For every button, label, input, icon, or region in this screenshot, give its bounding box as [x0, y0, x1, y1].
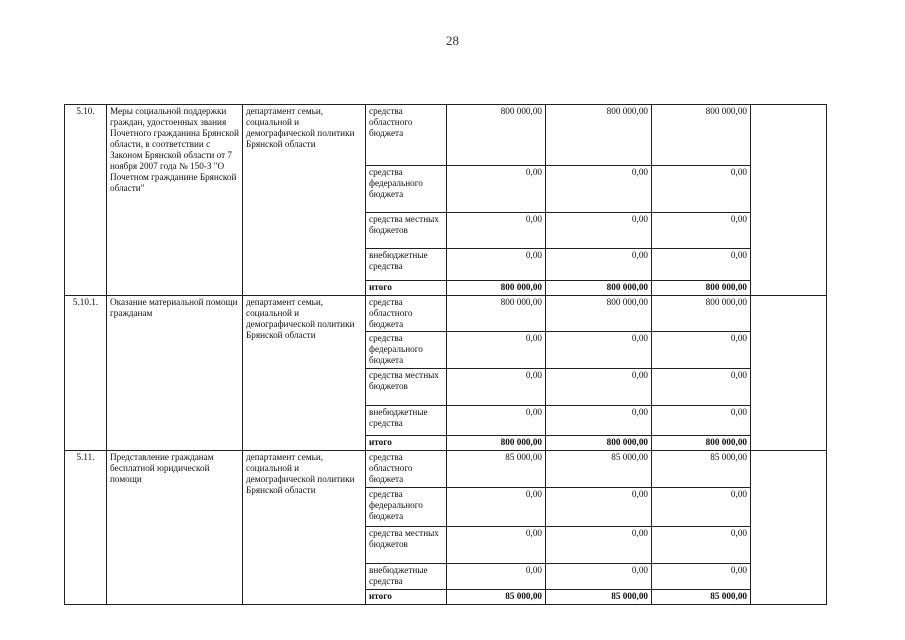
amount-cell: 0,00 — [546, 213, 652, 249]
amount-cell: 800 000,00 — [546, 296, 652, 332]
amount-cell: 0,00 — [447, 564, 546, 590]
total-amount: 85 000,00 — [546, 590, 652, 605]
total-amount: 800 000,00 — [546, 281, 652, 296]
amount-cell: 0,00 — [447, 332, 546, 369]
amount-cell: 85 000,00 — [546, 451, 652, 488]
funding-source: средства местных бюджетов — [366, 213, 447, 249]
amount-cell: 0,00 — [652, 166, 751, 213]
amount-cell: 800 000,00 — [652, 105, 751, 166]
total-amount: 800 000,00 — [652, 436, 751, 451]
funding-source: внебюджетные средства — [366, 249, 447, 281]
amount-cell: 0,00 — [447, 527, 546, 564]
amount-cell: 0,00 — [652, 488, 751, 527]
amount-cell: 0,00 — [447, 249, 546, 281]
amount-cell: 0,00 — [447, 488, 546, 527]
empty-cell — [751, 105, 827, 296]
total-amount: 85 000,00 — [652, 590, 751, 605]
amount-cell: 85 000,00 — [447, 451, 546, 488]
total-label: итого — [366, 281, 447, 296]
amount-cell: 800 000,00 — [447, 296, 546, 332]
amount-cell: 0,00 — [652, 213, 751, 249]
funding-source: средства местных бюджетов — [366, 369, 447, 406]
amount-cell: 0,00 — [546, 488, 652, 527]
total-amount: 800 000,00 — [652, 281, 751, 296]
executor: департамент семьи, социальной и демографической политики Брянской области — [243, 296, 366, 451]
amount-cell: 0,00 — [447, 369, 546, 406]
budget-table — [64, 104, 827, 605]
funding-source: внебюджетные средства — [366, 406, 447, 436]
page-number: 28 — [446, 33, 459, 48]
section-code: 5.10. — [65, 105, 107, 296]
table-row — [65, 105, 827, 166]
total-label: итого — [366, 590, 447, 605]
empty-cell — [751, 451, 827, 605]
funding-source: средства областного бюджета — [366, 296, 447, 332]
amount-cell: 0,00 — [652, 527, 751, 564]
amount-cell: 0,00 — [652, 406, 751, 436]
total-amount: 800 000,00 — [447, 281, 546, 296]
empty-cell — [751, 296, 827, 451]
amount-cell: 0,00 — [652, 564, 751, 590]
amount-cell: 0,00 — [447, 406, 546, 436]
table-row — [65, 451, 827, 488]
total-amount: 800 000,00 — [546, 436, 652, 451]
amount-cell: 0,00 — [546, 369, 652, 406]
funding-source: средства федерального бюджета — [366, 166, 447, 213]
measure-name: Представление гражданам бесплатной юридической помощи — [107, 451, 243, 605]
amount-cell: 0,00 — [546, 406, 652, 436]
amount-cell: 800 000,00 — [447, 105, 546, 166]
funding-source: внебюджетные средства — [366, 564, 447, 590]
executor: департамент семьи, социальной и демографической политики Брянской области — [243, 105, 366, 296]
amount-cell: 0,00 — [652, 332, 751, 369]
section-code: 5.10.1. — [65, 296, 107, 451]
amount-cell: 800 000,00 — [652, 296, 751, 332]
amount-cell: 0,00 — [546, 166, 652, 213]
measure-name: Оказание материальной помощи гражданам — [107, 296, 243, 451]
funding-source: средства федерального бюджета — [366, 488, 447, 527]
executor: департамент семьи, социальной и демографической политики Брянской области — [243, 451, 366, 605]
section-code: 5.11. — [65, 451, 107, 605]
amount-cell: 0,00 — [652, 369, 751, 406]
funding-source: средства федерального бюджета — [366, 332, 447, 369]
amount-cell: 0,00 — [652, 249, 751, 281]
total-amount: 800 000,00 — [447, 436, 546, 451]
funding-source: средства областного бюджета — [366, 105, 447, 166]
amount-cell: 0,00 — [447, 166, 546, 213]
table-row — [65, 296, 827, 332]
amount-cell: 0,00 — [546, 249, 652, 281]
amount-cell: 0,00 — [546, 564, 652, 590]
amount-cell: 0,00 — [546, 527, 652, 564]
amount-cell: 85 000,00 — [652, 451, 751, 488]
measure-name: Меры социальной поддержки граждан, удостоенных звания Почетного гражданина Брянской области, в соответствии с Законом Брянской области от 7 ноября 2007 года № 150-З "О Почетном гражданине Брянской области" — [107, 105, 243, 296]
amount-cell: 800 000,00 — [546, 105, 652, 166]
funding-source: средства областного бюджета — [366, 451, 447, 488]
amount-cell: 0,00 — [447, 213, 546, 249]
funding-source: средства местных бюджетов — [366, 527, 447, 564]
amount-cell: 0,00 — [546, 332, 652, 369]
total-amount: 85 000,00 — [447, 590, 546, 605]
total-label: итого — [366, 436, 447, 451]
